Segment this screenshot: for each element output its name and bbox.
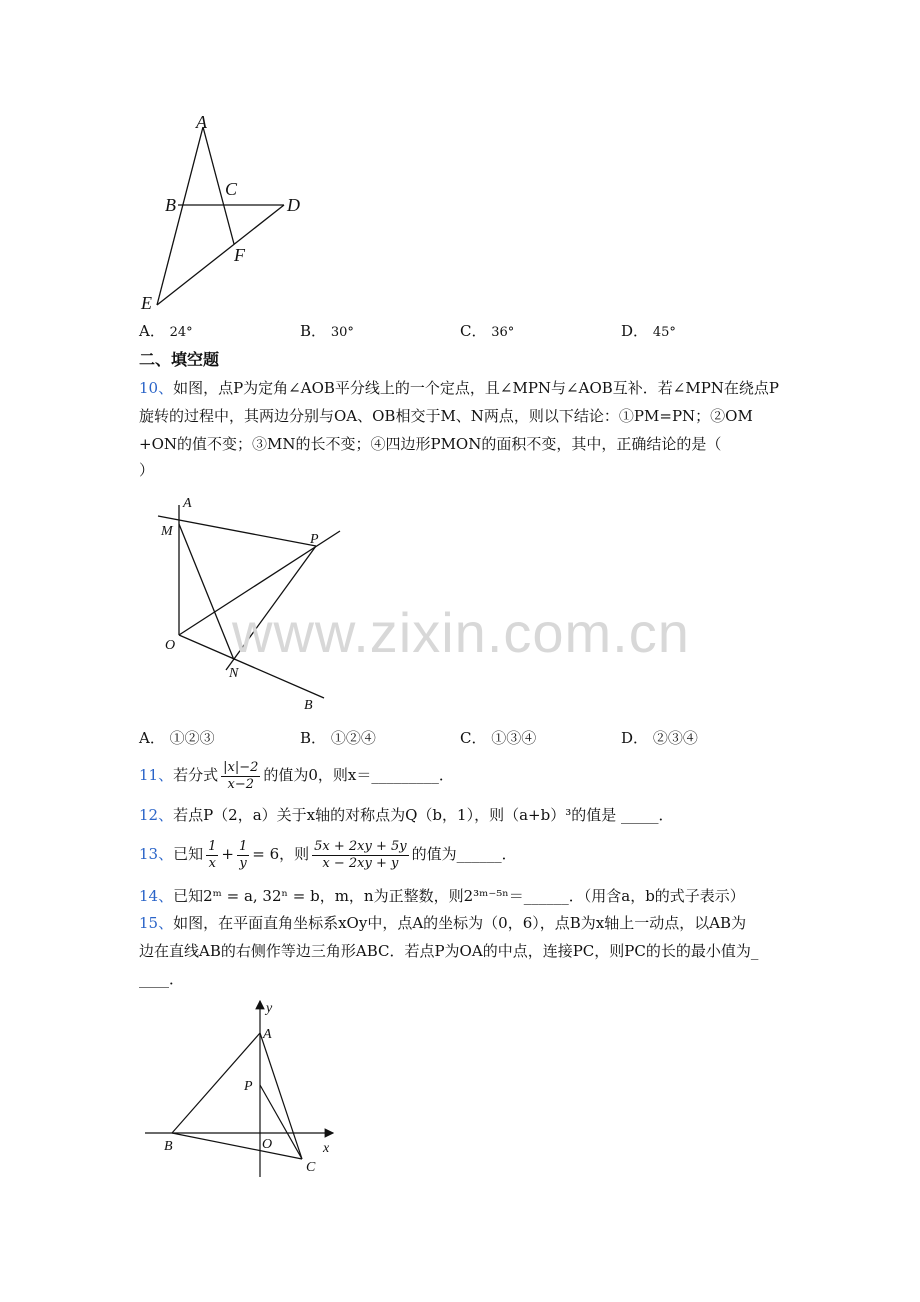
q12-line: 12、若点P（2，a）关于x轴的对称点为Q（b，1），则（a+b）³的值是 _____． [139,806,674,824]
section-title: 二、填空题 [139,350,220,369]
label-A: A [196,112,207,132]
q10-option-c: C． ①③④ [460,729,537,747]
label-P: P [310,532,319,547]
label-D: D [287,195,300,215]
q13-line: 13、已知 $\frac{1}{x}$ + $\frac{1}{y}$ = 6，则 $\frac{5x + 2xy + 5y}{x - 2xy + y}$ 的值为______． [139,835,517,873]
q15-line2: 边在直线AB的右侧作等边三角形ABC．若点P为OA的中点，连接PC，则PC的长的最小值为_ [139,942,759,960]
label-M: M [161,524,173,539]
q14-line: 14、已知2ᵐ = a, 32ⁿ = b，m，n为正整数，则2³ᵐ⁻⁵ⁿ＝______．（用含a，b的式子表示） [139,887,745,905]
label-E: E [141,293,152,313]
label-C: C [306,1160,316,1175]
q9-figure [130,105,330,320]
label-B: B [165,195,176,215]
q14-blank: ______ [523,887,569,905]
q13-blank: ______ [456,845,502,863]
q12-blank: _____ [621,806,659,824]
q10-line1: 10、如图，点P为定角∠AOB平分线上的一个定点，且∠MPN与∠AOB互补．若∠MPN在绕点P [139,379,780,397]
q11-fraction: $\frac{|x|-2}{x-2}$ [223,759,259,792]
q9-option-d: D． 45° [621,322,676,340]
label-O: O [262,1137,273,1152]
label-x: x [323,1141,330,1156]
q9-option-b: B． 30° [300,322,354,340]
q10-option-a: A． ①②③ [139,729,215,747]
q9-option-a: A． 24° [139,322,193,340]
q10-line4: ） [139,461,155,479]
q15-line3: ____． [139,970,185,988]
label-C: C [225,179,238,199]
q10-option-b: B． ①②④ [300,729,376,747]
watermark: www.zixin.com.cn [232,601,690,664]
q11-blank: _________ [371,766,439,784]
line-BC [172,1133,302,1159]
q10-option-d: D． ②③④ [621,729,698,747]
q15-line1: 15、如图，在平面直角坐标系xOy中，点A的坐标为（0，6），点B为x轴上一动点，以AB为 [139,914,747,932]
label-B: B [164,1139,173,1154]
q10-line3: +ON的值不变；③MN的长不变；④四边形PMON的面积不变，其中，正确结论的是（ [139,435,722,453]
q11-line: 11、若分式 $\frac{|x|-2}{x-2}$ 的值为0，则x＝_________． [139,757,454,793]
label-A: A [263,1027,272,1042]
label-F: F [234,245,245,265]
q13-fraction-2: $\frac{1}{y}$ [238,838,248,871]
line-MN [179,524,234,660]
label-P: P [244,1079,253,1094]
q13-fraction-1: $\frac{1}{x}$ [208,838,217,871]
label-y: y [266,1001,273,1016]
q13-fraction-3: $\frac{5x + 2xy + 5y}{x - 2xy + y}$ [314,838,407,871]
q10-line2: 旋转的过程中，其两边分别与OA、OB相交于M、N两点，则以下结论：①PM=PN；②OM [139,407,753,425]
q15-figure [140,995,345,1180]
line-DE [157,205,284,305]
label-O: O [165,638,176,653]
label-B: B [304,698,313,713]
label-N: N [229,666,239,681]
label-A: A [183,496,192,511]
line-AE [157,127,203,305]
q9-option-c: C． 36° [460,322,515,340]
